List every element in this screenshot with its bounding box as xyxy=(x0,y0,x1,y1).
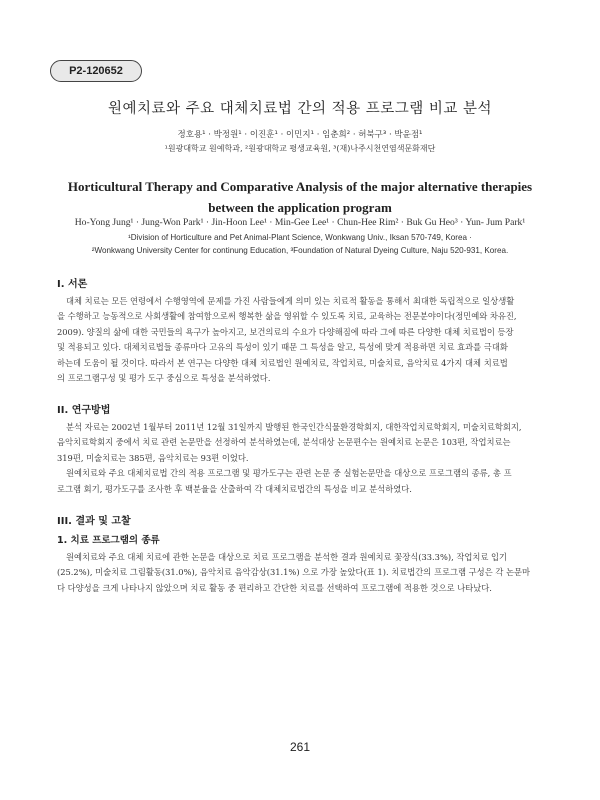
section-heading-methods: II. 연구방법 xyxy=(57,405,111,416)
methods-line: 음악치료학회지 중에서 치료 관련 논문만을 선정하여 분석하였는데, 분석대상 논문편수는 원예치료 논문은 103편, 작업치료는 xyxy=(57,437,511,448)
results-line: (25.2%), 미술치료 그림활동(31.0%), 음악치료 음악감상(31.1%) 으로 가장 높았다(표 1). 치료법간의 프로그램 구성은 각 논문마 xyxy=(57,567,531,578)
korean-authors: 정호용¹ · 박정원¹ · 이진훈¹ · 이민지¹ · 임춘희² · 허북구³ · 박윤점¹ xyxy=(177,130,423,140)
english-authors: Ho-Yong Jung¹ · Jung-Won Park¹ · Jin-Hoon Lee¹ · Min-Gee Lee¹ · Chun-Hee Rim² · Buk Gu Heo³ · Yun- Jum Park¹ xyxy=(74,217,526,228)
korean-title: 원예치료와 주요 대체치료법 간의 적용 프로그램 비교 분석 xyxy=(108,101,492,117)
intro-line: 2009). 양질의 삶에 대한 국민들의 욕구가 높아지고, 보건의료의 수요가 다양해짐에 따라 그에 따른 다양한 대체 치료법이 등장 xyxy=(57,326,514,337)
poster-id-badge: P2-120652 xyxy=(50,60,142,82)
results-paragraph xyxy=(57,550,543,596)
intro-line: 및 적용되고 있다. 대체치료법들 종류마다 고유의 특성이 있기 때문 그 특성을 알고, 특성에 맞게 적용하면 치료 효과를 극대화 xyxy=(57,342,508,353)
methods-line: 원예치료와 주요 대체치료법 간의 적용 프로그램 및 평가도구는 관련 논문 중 실험논문만을 대상으로 프로그램의 종류, 총 프 xyxy=(66,468,512,479)
intro-line: 하는데 도움이 될 것이다. 따라서 본 연구는 다양한 대체 치료법인 원예치료, 작업치료, 미술치료, 음악치료 4가지 대체 치료법 xyxy=(57,357,508,368)
section-heading-intro: I. 서론 xyxy=(57,279,88,290)
intro-paragraph xyxy=(57,294,543,386)
english-title-line1: Horticultural Therapy and Comparative Analysis of the major alternative therapies xyxy=(67,179,533,194)
methods-line: 분석 자료는 2002년 1월부터 2011년 12월 31일까지 발행된 한국인간식물환경학회지, 대한작업치료학회지, 미술치료학회지, xyxy=(66,422,522,432)
subsection-heading-program-types: 1. 치료 프로그램의 종류 xyxy=(57,535,160,546)
results-line: 원예치료와 주요 대체 치료에 관한 논문을 대상으로 치료 프로그램을 분석한 결과 원예치료 꽃장식(33.3%), 작업치료 입기 xyxy=(66,552,508,562)
results-line: 다 다양성을 크게 나타나지 않았으며 치료 활동 중 편리하고 간단한 치료를 선택하여 프로그램에 적용한 것으로 나타났다. xyxy=(57,582,492,593)
section-heading-results: III. 결과 및 고찰 xyxy=(57,516,131,527)
korean-affiliations: ¹원광대학교 원예학과, ²원광대학교 평생교육원, ³(재)나주시천연염색문화재단 xyxy=(164,144,436,153)
methods-paragraph xyxy=(57,420,543,497)
english-affiliation-2: ²Wonkwang University Center for continung Education, ³Foundation of Natural Dyeing Culture, Naju 520-931, Korea. xyxy=(91,246,509,255)
english-title-line2: between the application program xyxy=(208,200,392,215)
methods-line: 로그램 회기, 평가도구를 조사한 후 백분율을 산출하여 각 대체치료법간의 특성을 비교 분석하였다. xyxy=(57,483,412,494)
english-affiliation-1: ¹Division of Horticulture and Pet Animal-Plant Science, Wonkwang Univ., Iksan 570-749, Korea · xyxy=(128,233,472,242)
intro-line: 의 프로그램구성 및 평가 도구 중심으로 특성을 분석하였다. xyxy=(57,373,271,384)
page-number: 261 xyxy=(289,740,311,754)
intro-line: 을 수행하고 능동적으로 사회생활에 참여함으로써 행복한 삶을 영위할 수 있도록 치료, 교육하는 전문분야이다(정민예와 차유진, xyxy=(57,311,517,322)
english-title xyxy=(40,176,560,218)
methods-line: 319편, 미술치료는 385편, 음악치료는 93편 이었다. xyxy=(57,452,249,463)
intro-line: 대체 치료는 모든 연령에서 수행영역에 문제를 가진 사람들에게 의미 있는 치료적 활동을 통해서 최대한 독립적으로 일상생활 xyxy=(66,296,515,306)
